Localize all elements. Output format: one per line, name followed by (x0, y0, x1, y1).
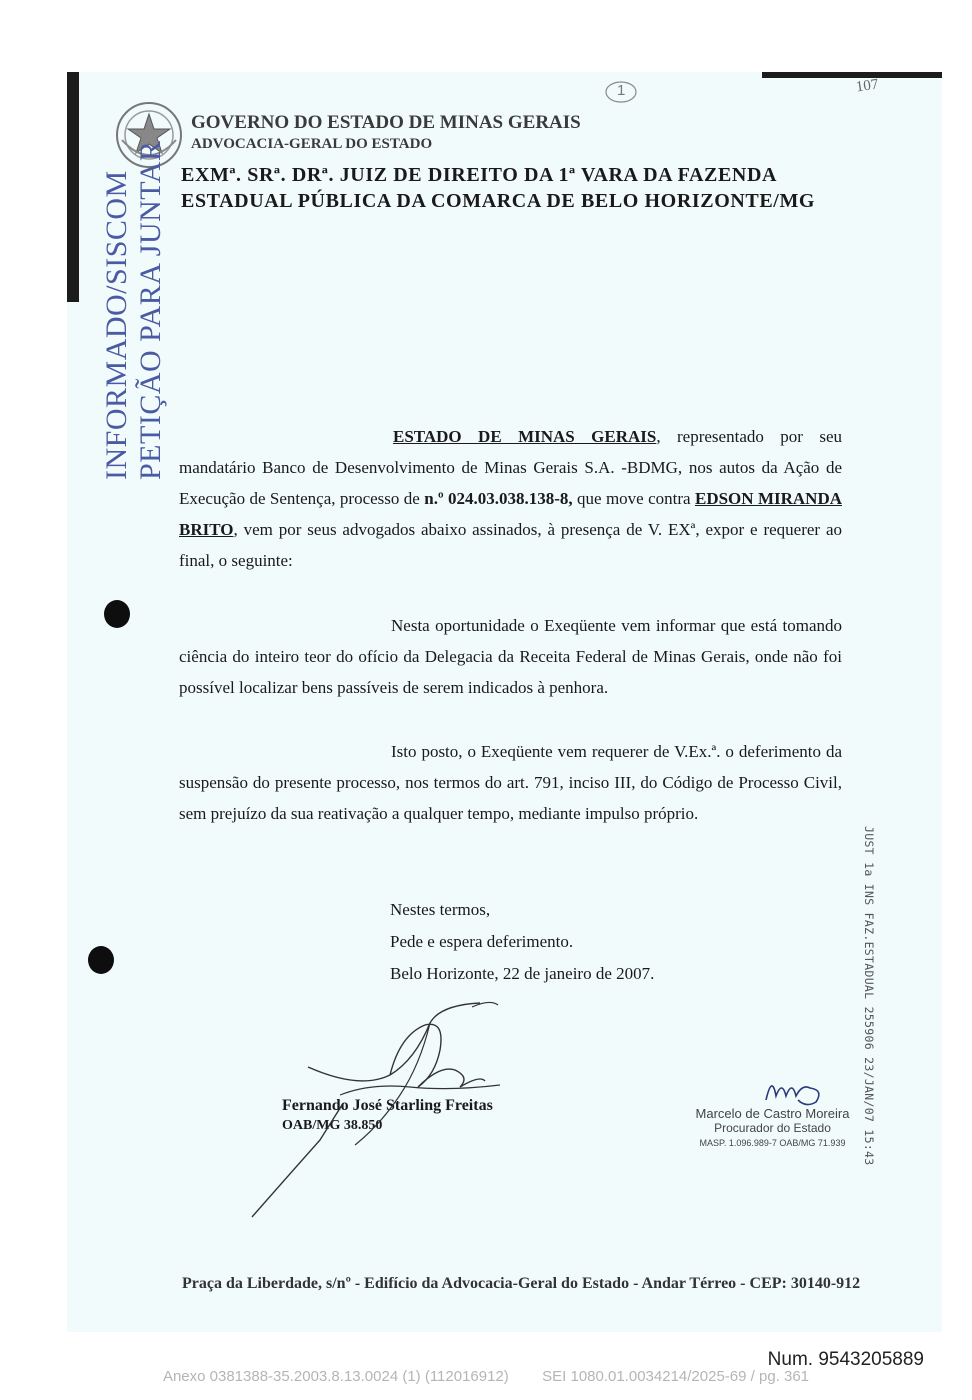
page-mark: 1 (604, 80, 638, 104)
process-number: n.º 024.03.038.138-8, (424, 489, 573, 508)
closing-block (390, 894, 654, 990)
signer-name: Fernando José Starling Freitas (282, 1097, 493, 1114)
defendant-name: EDSON MIRANDA BRITO (179, 489, 842, 539)
closing-line-2: Pede e espera deferimento. (390, 932, 574, 951)
punch-hole-top (104, 600, 130, 628)
scan-edge-top (762, 72, 942, 78)
court-addressee (181, 162, 815, 214)
filing-stamp (100, 141, 168, 480)
filing-stamp-line-1: INFORMADO/SISCOM (100, 170, 133, 480)
address-footer: Praça da Liberdade, s/nº - Edifício da Advocacia-Geral do Estado - Andar Térreo - CEP: 30140-912 (182, 1275, 861, 1292)
plaintiff-name: ESTADO DE MINAS GERAIS (393, 427, 657, 446)
signer-oab: OAB/MG 38.850 (282, 1118, 383, 1133)
signer-block (282, 1096, 493, 1136)
closing-line-1: Nestes termos, (390, 900, 491, 919)
procurador-role: Procurador do Estado (714, 1121, 831, 1135)
punch-hole-bottom (88, 946, 114, 974)
paragraph-1: Nesta oportunidade o Exeqüente vem informar que está tomando ciência do inteiro teor do ofício da Delegacia da Receita Federal de Minas Gerais, onde não foi possível localizar bens passíveis de serem indicados à penhora. (179, 616, 842, 697)
paragraph-2: Isto posto, o Exeqüente vem requerer de V.Ex.ª. o deferimento da suspensão do presente processo, nos termos do art. 791, inciso III, do Código de Processo Civil, sem prejuízo da sua reativação a qualquer tempo, mediante impulso próprio. (179, 742, 842, 823)
procurador-registration: MASP. 1.096.989-7 OAB/MG 71.939 (699, 1138, 846, 1148)
scan-edge-left (67, 72, 79, 302)
document-number: Num. 9543205889 (767, 1349, 924, 1370)
government-name: GOVERNO DO ESTADO DE MINAS GERAIS (191, 112, 581, 133)
filing-stamp-line-2: PETIÇÃO PARA JUNTAR (134, 140, 167, 480)
intro-paragraph: ESTADO DE MINAS GERAIS, representado por seu mandatário Banco de Desenvolvimento de Minas Gerais S.A. -BDMG, nos autos da Ação de Execução de Sentença, processo de n.º 024.03.038.138-8, que move contra EDSON MIRANDA BRITO, vem por seus advogados abaixo assinados, à presença de V. EXª, expor e requerer ao final, o seguinte: (179, 427, 843, 570)
court-addressee-line-1: EXMª. SRª. DRª. JUIZ DE DIREITO DA 1ª VARA DA FAZENDA (181, 164, 778, 186)
procurador-name: Marcelo de Castro Moreira (695, 1106, 850, 1121)
court-addressee-line-2: ESTADUAL PÚBLICA DA COMARCA DE BELO HORIZONTE/MG (181, 190, 816, 212)
procurador-stamp (690, 1106, 855, 1151)
folio-number: 107 (854, 76, 880, 96)
date-line: Belo Horizonte, 22 de janeiro de 2007. (390, 964, 655, 983)
agency-name: ADVOCACIA-GERAL DO ESTADO (191, 136, 433, 152)
document-reference: Anexo 0381388-35.2003.8.13.0024 (1) (112016912) SEI 1080.01.0034214/2025-69 / pg. 361 (162, 1368, 810, 1385)
protocol-stamp: JUST 1a INS FAZ.ESTADUAL 255906 23/JAN/07 15:43 (862, 826, 876, 1166)
